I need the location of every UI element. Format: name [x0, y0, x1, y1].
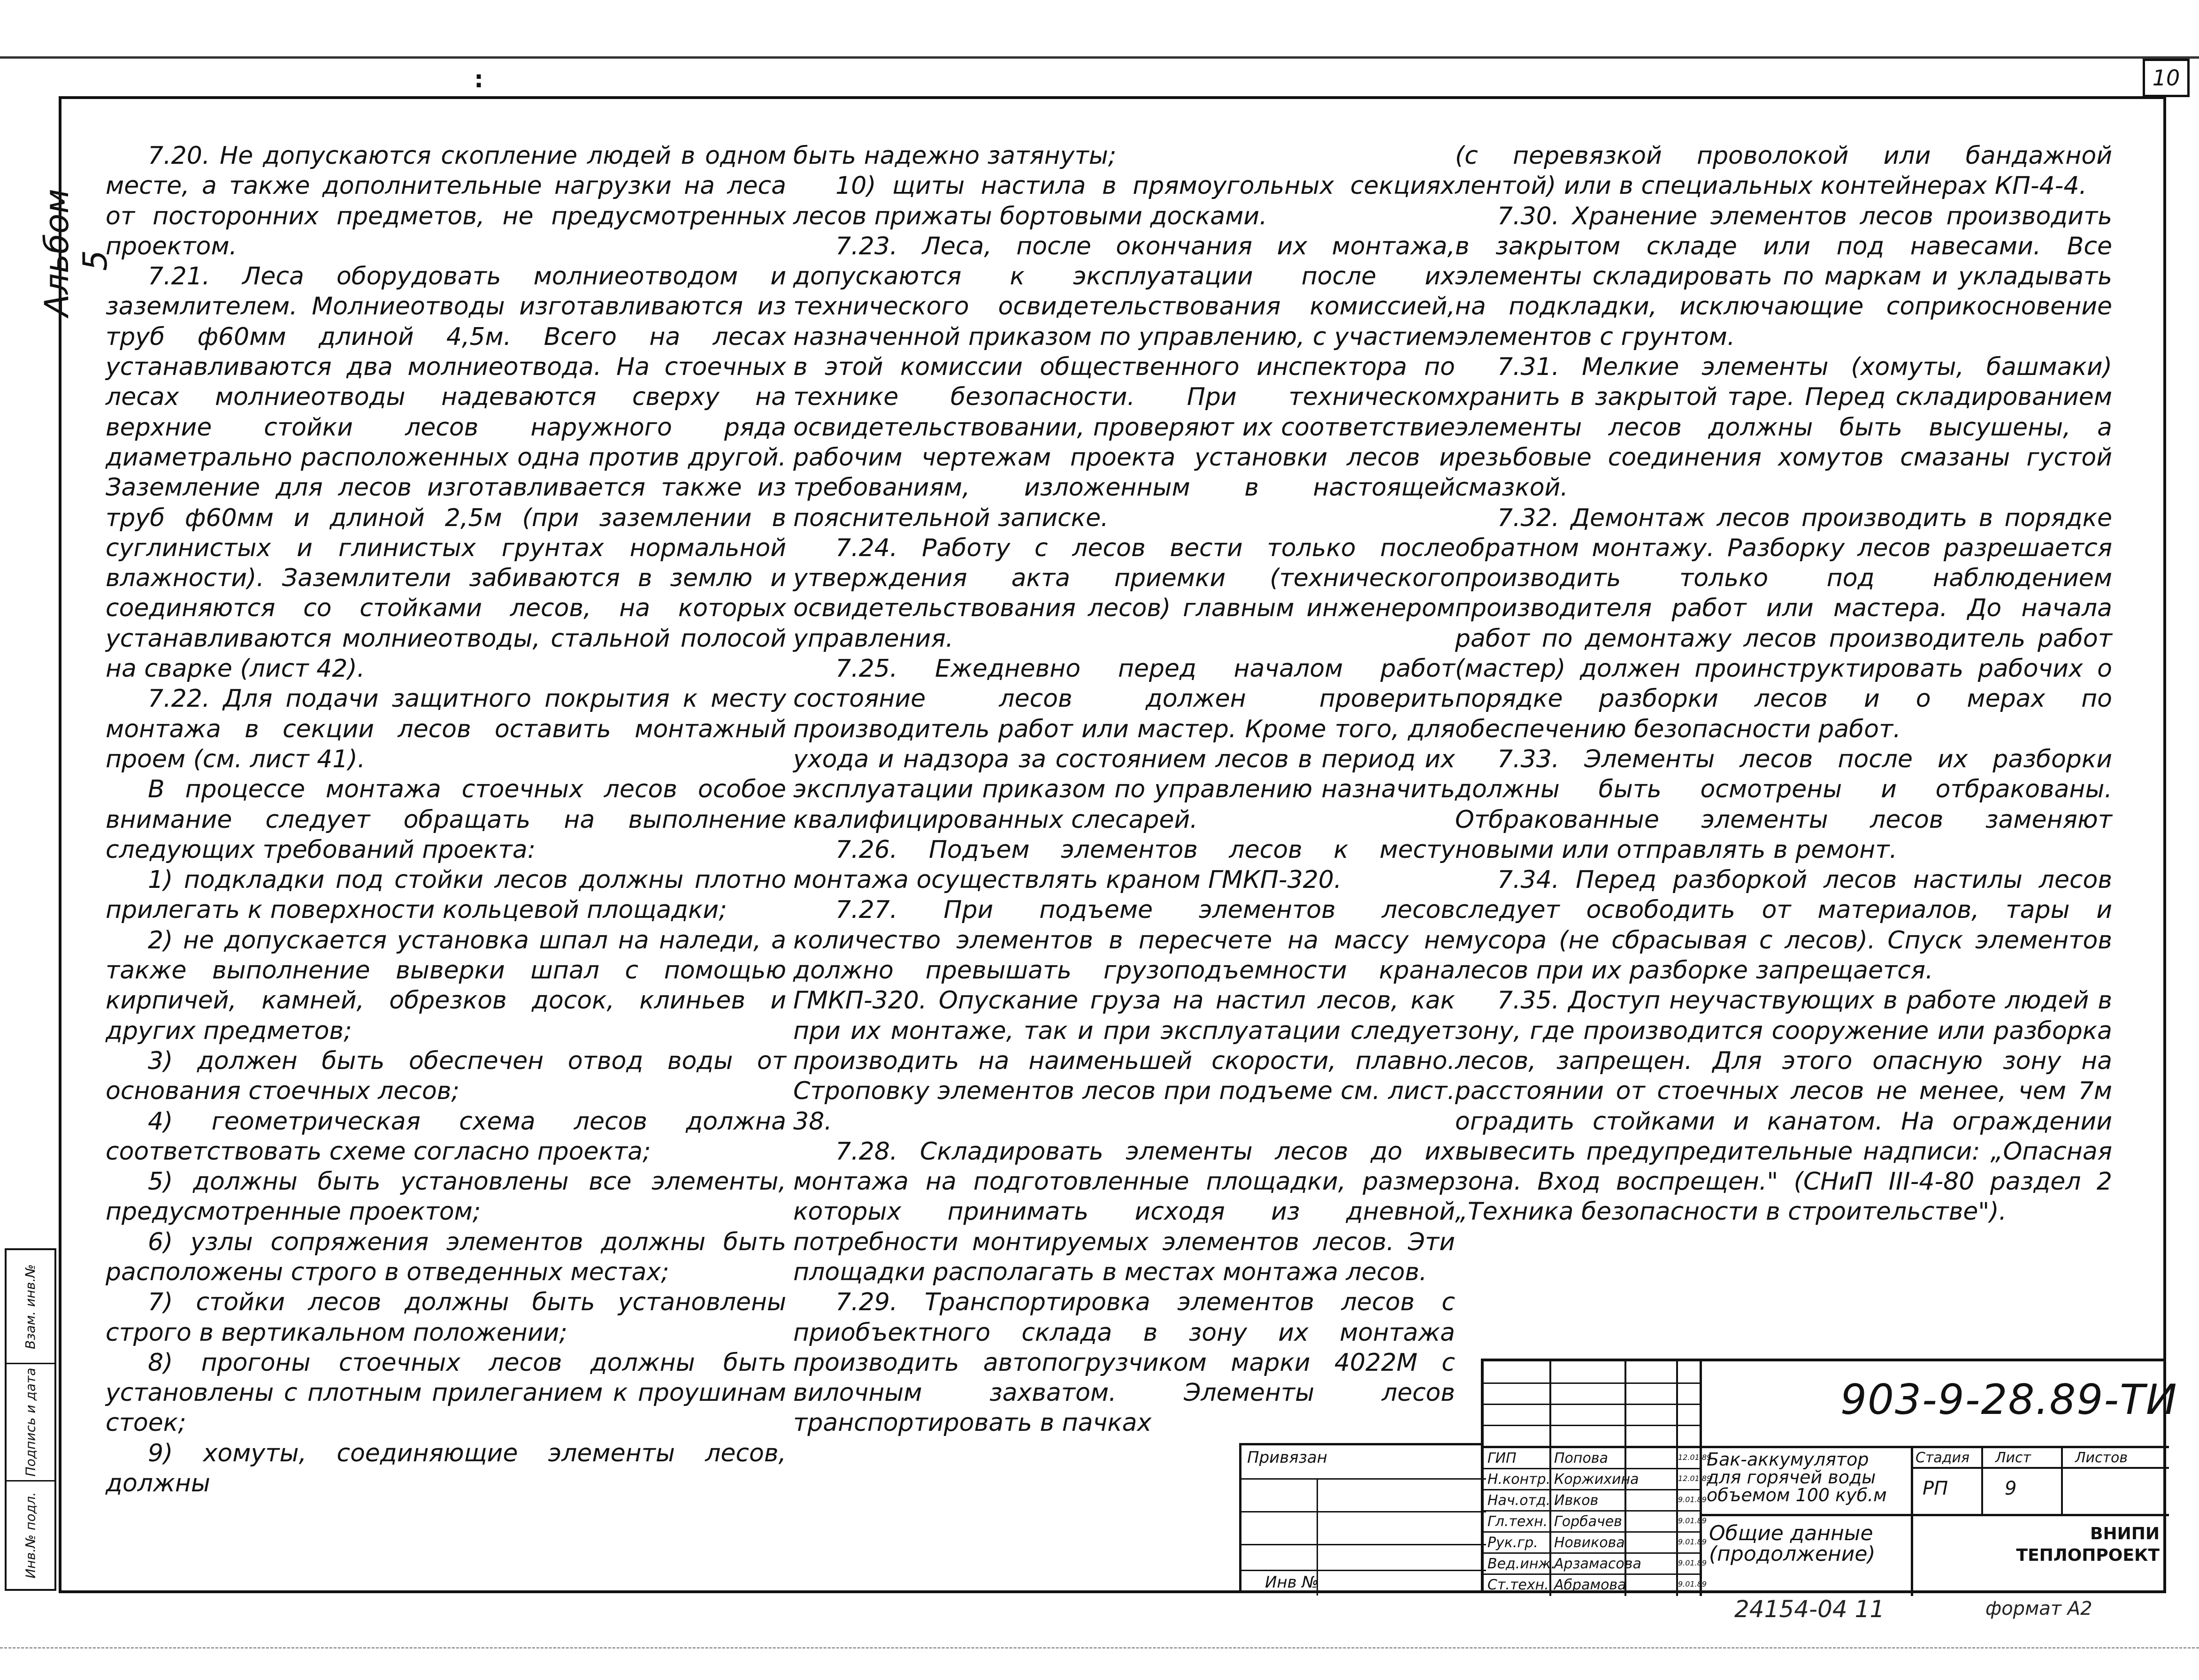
paragraph: 7.20. Не допускаются скопление людей в одном месте, а также дополнительные нагрузки на леса от посторонних предметов, не предусмотренных проектом.	[106, 142, 786, 260]
signature-name: Коржихина	[1554, 1471, 1639, 1488]
paragraph: 7.33. Элементы лесов после их разборки должны быть осмотрены и отбракованы. Отбракованные элементы лесов заменяют новыми или отправлять в ремонт.	[1455, 745, 2112, 864]
signature-name: Новикова	[1554, 1535, 1625, 1551]
signature-row	[1484, 1490, 1707, 1512]
side-stamp	[5, 1248, 56, 1591]
signature-role: Вед.инж.	[1487, 1556, 1555, 1572]
paragraph: 7.22. Для подачи защитного покрытия к месту монтажа в секции лесов оставить монтажный проем (см. лист 41).	[106, 685, 786, 773]
binding-label: Привязан	[1247, 1448, 1327, 1467]
signature-row	[1484, 1554, 1707, 1575]
text-column-2	[793, 141, 1455, 1438]
paragraph: 7.32. Демонтаж лесов производить в порядке обратном монтажу. Разборку лесов разрешается производить только под наблюдением производителя работ или мастера. До начала работ по демонтажу лесов производитель работ (мастер) должен проинструктировать рабочих о порядке разборки лесов и о мерах по обеспечению безопасности работ.	[1455, 504, 2112, 743]
sheet-title: Общие данные (продолжение)	[1709, 1521, 1876, 1566]
organization: ВНИПИ ТЕПЛОПРОЕКТ	[2016, 1524, 2160, 1565]
inventory-label: Инв №	[1265, 1573, 1318, 1592]
signature-date: 9.01.89	[1678, 1537, 1707, 1546]
signature-date: 9.01.89	[1678, 1580, 1707, 1588]
top-border-line	[0, 56, 2199, 59]
paragraph: 7) стойки лесов должны быть установлены строго в вертикальном положении;	[106, 1288, 786, 1347]
paragraph: 7.31. Мелкие элементы (хомуты, башмаки) хранить в закрытой таре. Перед складированием элементы лесов должны быть высушены, а резьбовые соединения хомутов смазаны густой смазкой.	[1455, 353, 2112, 502]
paragraph: 7.27. При подъеме элементов лесов количество элементов в пересчете на массу не должно превышать грузоподъемности крана ГМКП-320. Опускание груза на настил лесов, как при их монтаже, так и при эксплуатации следует производить на наименьшей скорости, плавно. Строповку элементов лесов при подъеме см. лист. 38.	[793, 896, 1455, 1136]
signature-role: Нач.отд.	[1487, 1492, 1551, 1509]
signature-name: Абрамова	[1554, 1577, 1626, 1593]
paragraph: В процессе монтажа стоечных лесов особое внимание следует обращать на выполнение следующих требований проекта:	[106, 775, 786, 864]
signature-date: 12.01.89	[1678, 1453, 1712, 1462]
bottom-cut-line	[0, 1647, 2199, 1649]
top-mark: :	[474, 66, 483, 93]
paragraph: 7.24. Работу с лесов вести только после утверждения акта приемки (технического освидетельствования лесов) главным инженером управления.	[793, 534, 1455, 653]
signature-row	[1484, 1575, 1707, 1596]
title-block	[1481, 1359, 2178, 1593]
document-code: 903-9-28.89-ТИ	[1840, 1375, 2178, 1424]
paragraph: 5) должны быть установлены все элементы, предусмотренные проектом;	[106, 1168, 786, 1226]
signature-role: Рук.гр.	[1487, 1535, 1538, 1551]
sheet-number-box: 10	[2143, 59, 2190, 97]
format-label: формат А2	[1985, 1598, 2092, 1619]
signature-row	[1484, 1469, 1712, 1490]
signature-date: 9.01.89	[1678, 1495, 1707, 1504]
sheet-header: Лист	[1995, 1450, 2031, 1466]
paragraph: 10) щиты настила в прямоугольных секциях лесов прижаты бортовыми досками.	[793, 172, 1455, 230]
paragraph: 7.34. Перед разборкой лесов настилы лесов следует освободить от материалов, тары и мусора (не сбрасывая с лесов). Спуск элементов лесов при их разборке запрещается.	[1455, 866, 2112, 985]
paragraph: 7.29. Транспортировка элементов лесов с приобъектного склада в зону их монтажа производить автопогрузчиком марки 4022М с вилочным захватом. Элементы лесов транспортировать в пачках	[793, 1288, 1455, 1437]
signature-role: ГИП	[1487, 1450, 1517, 1466]
album-label: Альбом 5	[38, 189, 115, 317]
side-stamp-label: Подпись и дата	[23, 1367, 38, 1477]
text-column-3	[1455, 141, 2112, 1227]
side-stamp-label: Инв.№ подл.	[23, 1492, 38, 1579]
side-stamp-label: Взам. инв.№	[23, 1264, 38, 1349]
signature-role: Н.контр.	[1487, 1471, 1551, 1488]
signature-role: Гл.техн.	[1487, 1513, 1548, 1530]
paragraph: быть надежно затянуты;	[793, 142, 1117, 170]
sheet-value: 9	[2005, 1478, 2017, 1499]
paragraph: 4) геометрическая схема лесов должна соответствовать схеме согласно проекта;	[106, 1107, 786, 1166]
paragraph: 8) прогоны стоечных лесов должны быть установлены с плотным прилеганием к проушинам стоек;	[106, 1348, 786, 1437]
paragraph: 7.23. Леса, после окончания их монтажа, допускаются к эксплуатации после их технического освидетельствования комиссией, назначенной приказом по управлению, с участием в этой комиссии общественного инспектора по технике безопасности. При техническом освидетельствовании, проверяют их соответствие рабочим чертежам проекта установки лесов и требованиям, изложенным в настоящей пояснительной записке.	[793, 232, 1455, 532]
signature-row	[1484, 1448, 1712, 1469]
paragraph: 7.30. Хранение элементов лесов производить в закрытом складе или под навесами. Все элементы складировать по маркам и укладывать на подкладки, исключающие соприкосновение элементов с грунтом.	[1455, 202, 2112, 351]
object-title: Бак-аккумулятор для горячей воды объемом 100 куб.м	[1707, 1449, 1887, 1505]
stage-value: РП	[1923, 1478, 1948, 1499]
signature-date: 12.01.89	[1678, 1474, 1712, 1483]
side-stamp-cell-replace	[7, 1250, 54, 1364]
paragraph: 6) узлы сопряжения элементов должны быть расположены строго в отведенных местах;	[106, 1228, 786, 1286]
paragraph: 7.21. Леса оборудовать молниеотводом и заземлителем. Молниеотводы изготавливаются из труб ф60мм длиной 4,5м. Всего на лесах устанавливаются два молниеотвода. На стоечных лесах молниеотводы надеваются сверху на верхние стойки лесов наружного ряда диаметрально расположенных одна против другой. Заземление для лесов изготавливается также из труб ф60мм и длиной 2,5м (при заземлении в суглинистых и глинистых грунтах нормальной влажности). Заземлители забиваются в землю и соединяются со стойками лесов, на которых устанавливаются молниеотводы, стальной полосой на сварке (лист 42).	[106, 262, 786, 683]
signature-date: 9.01.89	[1678, 1516, 1707, 1525]
sheets-header: Листов	[2075, 1450, 2128, 1466]
paragraph: 9) хомуты, соединяющие элементы лесов, должны	[106, 1439, 786, 1498]
signature-name: Ивков	[1554, 1492, 1599, 1509]
text-column-1	[106, 141, 786, 1498]
stage-header: Стадия	[1916, 1450, 1970, 1466]
paragraph: 7.35. Доступ неучаствующих в работе людей в зону, где производится сооружение или разборка лесов, запрещен. Для этого опасную зону на расстоянии от стоечных лесов не менее, чем 7м оградить стойками и канатом. На ограждении вывесить предупредительные надписи: „Опасная зона. Вход воспрещен." (СНиП III-4-80 раздел 2 „Техника безопасности в строительстве").	[1455, 986, 2112, 1226]
paragraph: (с перевязкой проволокой или бандажной лентой) или в специальных контейнерах КП-4-4.	[1455, 142, 2112, 200]
paragraph: 3) должен быть обеспечен отвод воды от основания стоечных лесов;	[106, 1046, 786, 1106]
paragraph: 2) не допускается установка шпал на наледи, а также выполнение выверки шпал с помощью кирпичей, камней, обрезков досок, клиньев и других предметов;	[106, 926, 786, 1045]
signature-name: Арзамасова	[1554, 1556, 1641, 1572]
signature-name: Горбачев	[1554, 1513, 1622, 1530]
signature-date: 9.01.89	[1678, 1558, 1707, 1567]
paragraph: 1) подкладки под стойки лесов должны плотно прилегать к поверхности кольцевой площадки;	[106, 866, 786, 924]
binding-block	[1239, 1443, 1484, 1593]
reference-number: 24154-04 11	[1734, 1596, 1885, 1623]
paragraph: 7.28. Складировать элементы лесов до их монтажа на подготовленные площадки, размер которых принимать исходя из дневной потребности монтируемых элементов лесов. Эти площадки располагать в местах монтажа лесов.	[793, 1137, 1455, 1286]
signature-role: Ст.техн.	[1487, 1577, 1549, 1593]
paragraph: 7.26. Подъем элементов лесов к месту монтажа осуществлять краном ГМКП-320.	[793, 835, 1455, 894]
side-stamp-cell-inventory	[7, 1481, 54, 1589]
signature-row	[1484, 1533, 1707, 1554]
side-stamp-cell-signature	[7, 1364, 54, 1481]
signature-row	[1484, 1512, 1707, 1533]
paragraph: 7.25. Ежедневно перед началом работ состояние лесов должен проверить производитель работ или мастер. Кроме того, для ухода и надзора за состоянием лесов в период их эксплуатации приказом по управлению назначить квалифицированных слесарей.	[793, 655, 1455, 834]
signature-name: Попова	[1554, 1450, 1608, 1466]
